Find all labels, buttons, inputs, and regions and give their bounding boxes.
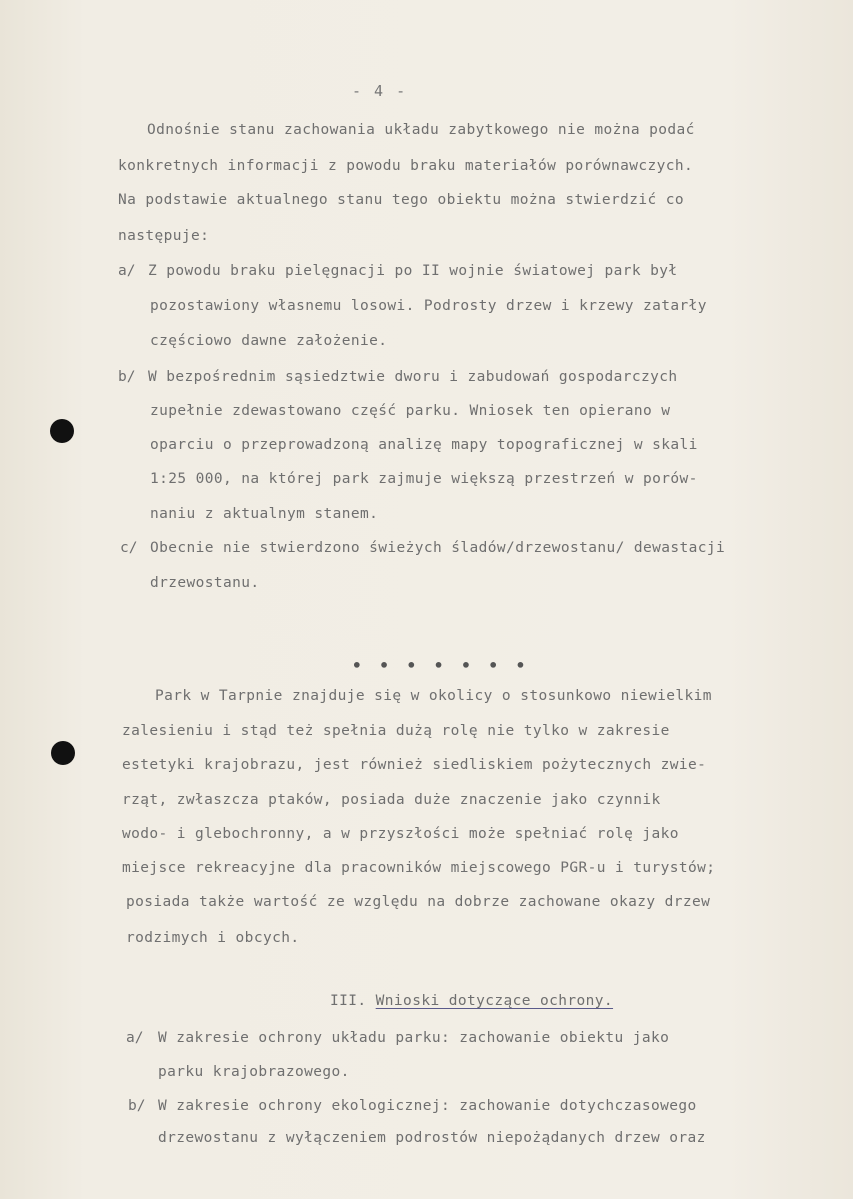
list-item-line: pozostawiony własnemu losowi. Podrosty drzew i krzewy zatarły [150,298,707,314]
punch-hole [51,741,75,765]
paragraph-1-line-4: następuje: [118,228,210,244]
list-item-line: 1:25 000, na której park zajmuje większą przestrzeń w porów- [150,471,698,487]
list-item-line: W bezpośrednim sąsiedztwie dworu i zabudowań gospodarczych [148,369,678,385]
paragraph-1-line-2: konkretnych informacji z powodu braku materiałów porównawczych. [118,158,694,174]
section-heading [330,993,613,1009]
section-heading-number: III. [330,993,367,1009]
list-item-marker: b/ [118,369,136,385]
list-item-marker: a/ [126,1030,144,1046]
section-heading-title: Wnioski dotyczące ochrony. [375,993,614,1009]
paragraph-2-line-7: posiada także wartość ze względu na dobrze zachowane okazy drzew [126,894,711,910]
list-item-marker: a/ [118,263,136,279]
paragraph-2-line-3: estetyki krajobrazu, jest również siedliskiem pożytecznych zwie- [122,757,707,773]
paragraph-2-line-5: wodo- i glebochronny, a w przyszłości może spełniać rolę jako [122,826,679,842]
section-separator: • • • • • • • [352,656,530,675]
list-item-line: oparciu o przeprowadzoną analizę mapy topograficznej w skali [150,437,698,453]
list-item-line: drzewostanu. [150,575,260,591]
paragraph-2-line-6: miejsce rekreacyjne dla pracowników miejscowego PGR-u i turystów; [122,860,716,876]
page-number: - 4 - [352,82,408,100]
paragraph-1-line-3: Na podstawie aktualnego stanu tego obiektu można stwierdzić co [118,192,685,208]
paragraph-1-line-1: Odnośnie stanu zachowania układu zabytkowego nie można podać [147,122,695,138]
list-item-line: częściowo dawne założenie. [150,333,388,349]
paragraph-2-line-2: zalesieniu i stąd też spełnia dużą rolę nie tylko w zakresie [122,723,670,739]
list-item-marker: b/ [128,1098,146,1114]
list-item-line: drzewostanu z wyłączeniem podrostów niepożądanych drzew oraz [158,1130,706,1146]
punch-hole [50,419,74,443]
paragraph-2-line-1: Park w Tarpnie znajduje się w okolicy o stosunkowo niewielkim [155,688,712,704]
paragraph-2-line-8: rodzimych i obcych. [126,930,300,946]
list-item-line: parku krajobrazowego. [158,1064,350,1080]
list-item-line: zupełnie zdewastowano część parku. Wniosek ten opierano w [150,403,671,419]
list-item-line: naniu z aktualnym stanem. [150,506,379,522]
list-item-line: Z powodu braku pielęgnacji po II wojnie światowej park był [148,263,678,279]
list-item-marker: c/ [120,540,138,556]
list-item-line: Obecnie nie stwierdzono świeżych śladów/drzewostanu/ dewastacji [150,540,726,556]
list-item-line: W zakresie ochrony układu parku: zachowanie obiektu jako [158,1030,670,1046]
paragraph-2-line-4: rząt, zwłaszcza ptaków, posiada duże znaczenie jako czynnik [122,792,661,808]
list-item-line: W zakresie ochrony ekologicznej: zachowanie dotychczasowego [158,1098,697,1114]
